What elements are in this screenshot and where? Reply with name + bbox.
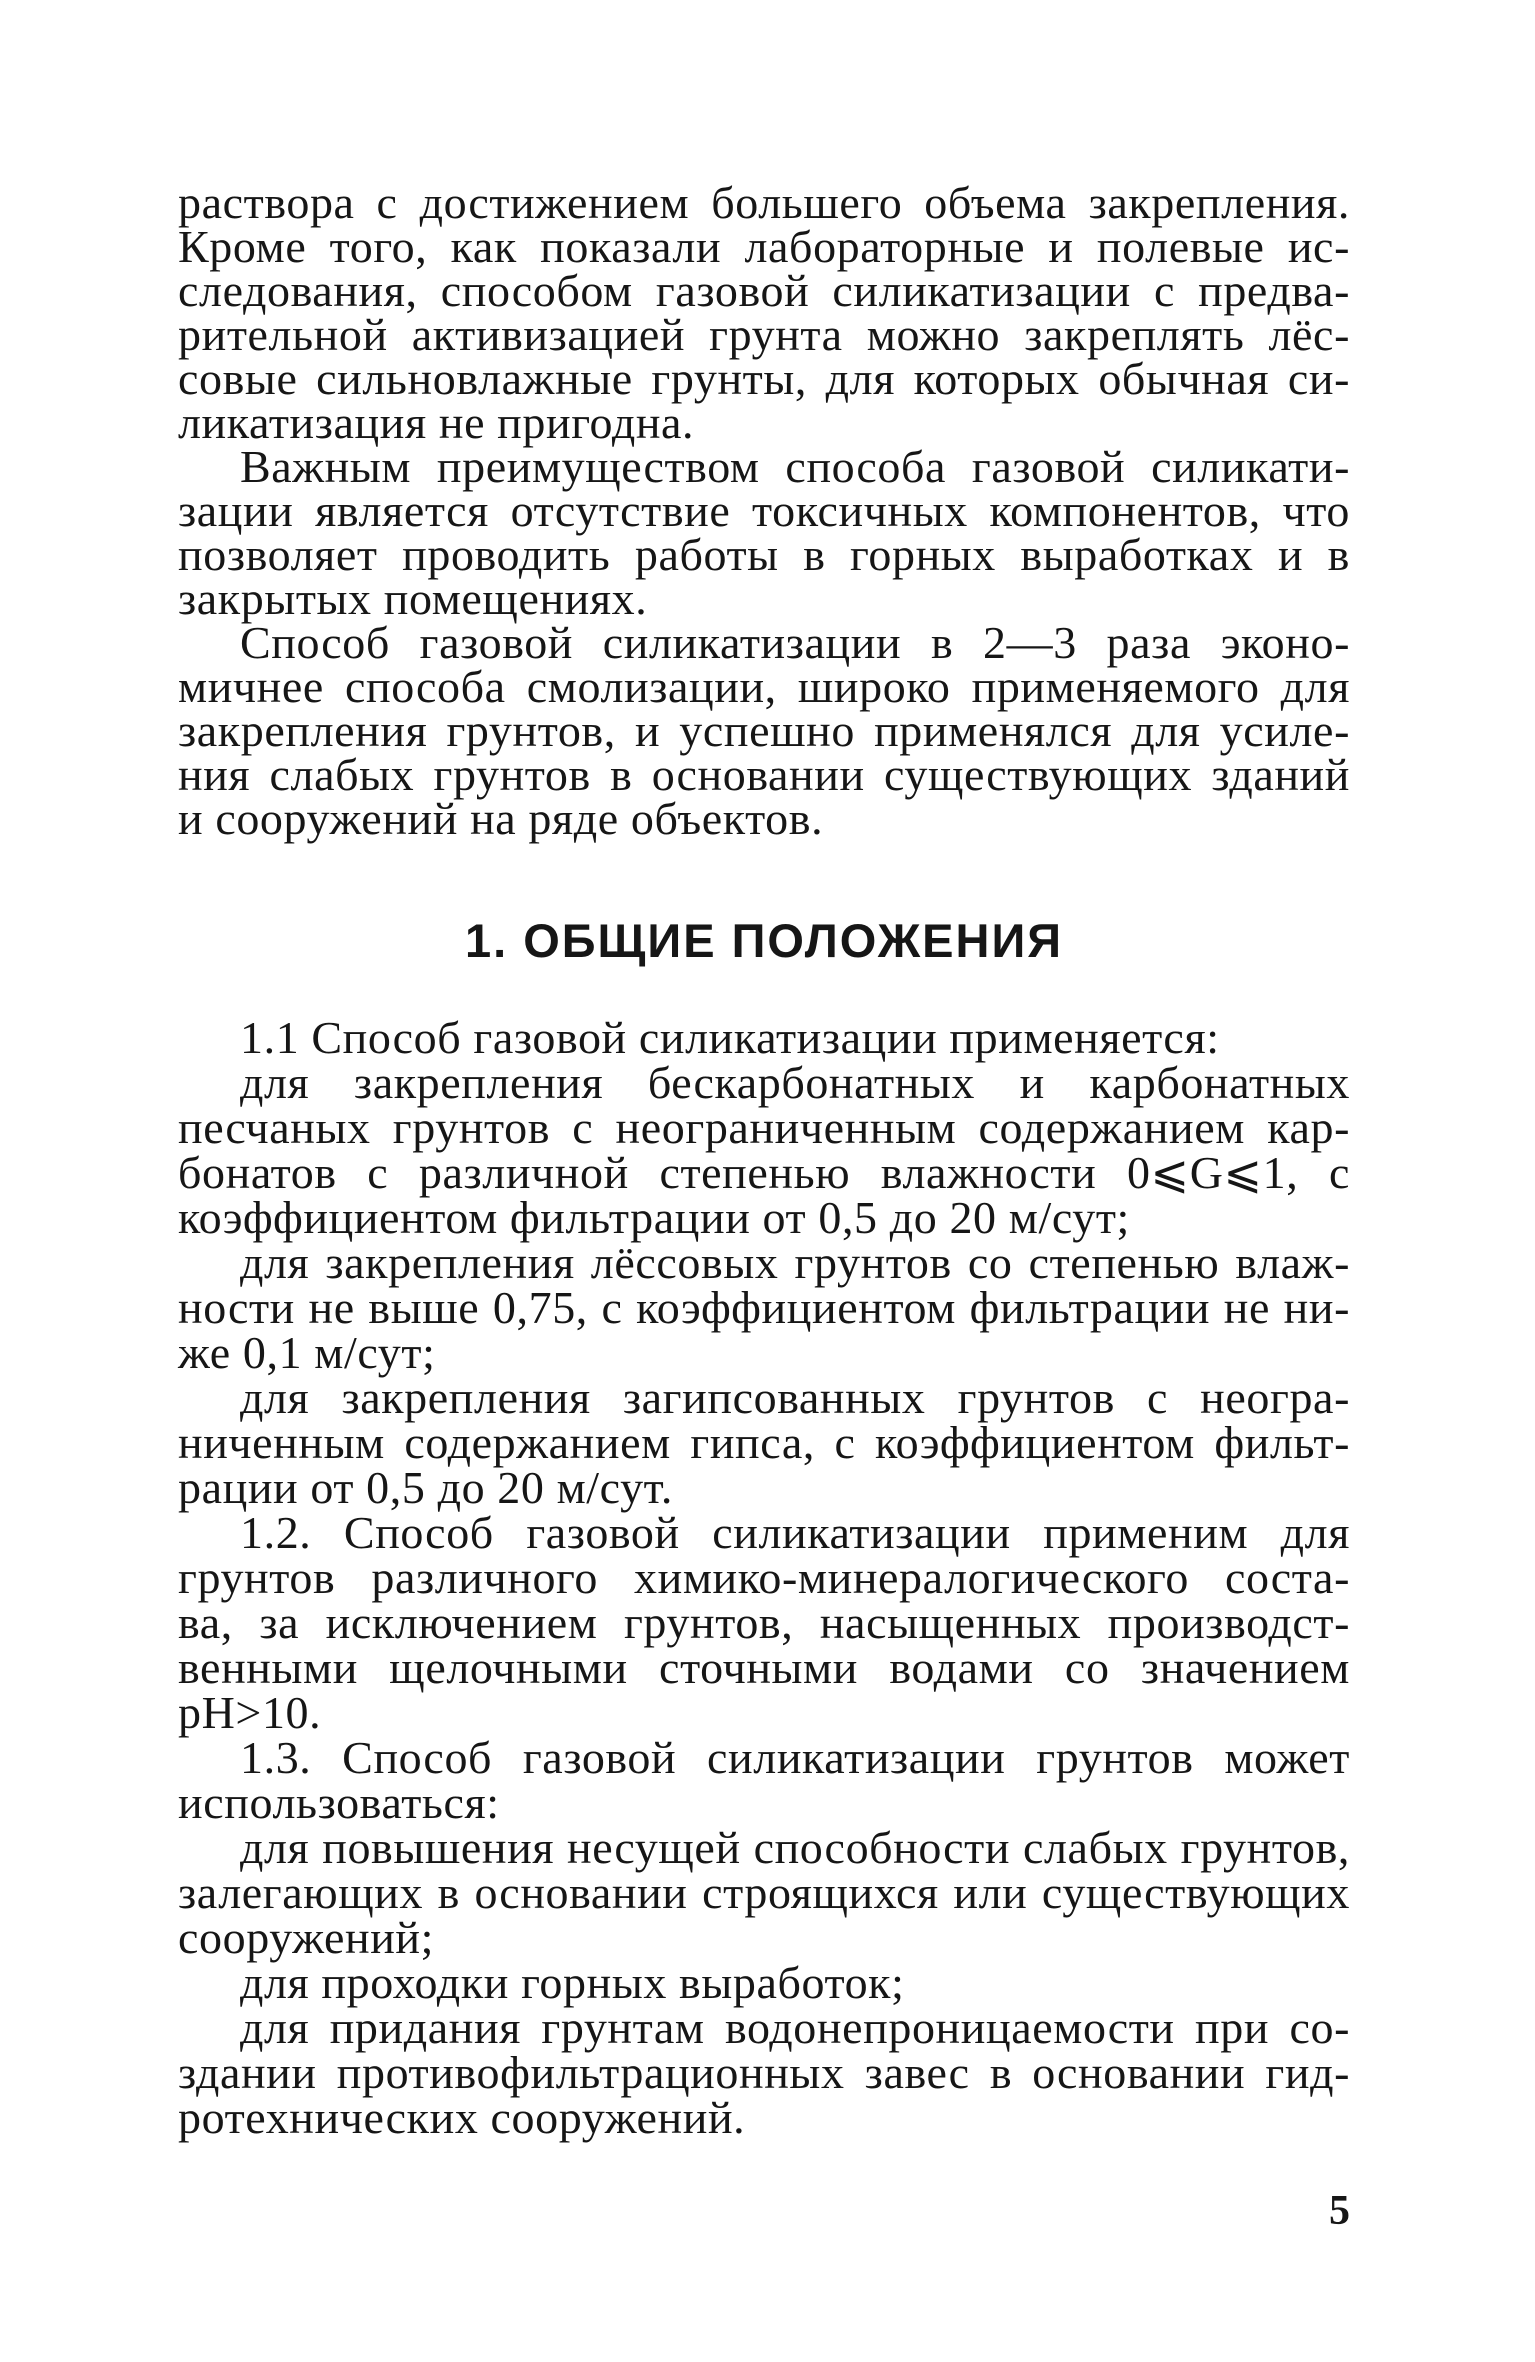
text-line: Кроме того, как показали лабораторные и полевые ис- [178, 221, 1350, 272]
text-line: Способ газовой силикатизации в 2—3 раза эконо- [240, 617, 1350, 668]
text-line: рительной активизацией грунта можно закреплять лёс- [178, 309, 1350, 360]
text-line: здании противофильтрационных завес в основании гид- [178, 2047, 1350, 2098]
text-line: ликатизация не пригодна. [178, 397, 695, 448]
text-line: ниченным содержанием гипса, с коэффициентом фильт- [178, 1417, 1350, 1468]
text-line: для проходки горных выработок; [240, 1957, 905, 2008]
text-line: 1.2. Способ газовой силикатизации применим для [240, 1507, 1350, 1558]
text-line: песчаных грунтов с неограниченным содержанием кар- [178, 1102, 1350, 1153]
text-line: грунтов различного химико-минералогического соста- [178, 1552, 1350, 1603]
text-line: для придания грунтам водонепроницаемости при со- [240, 2002, 1350, 2053]
text-line: для повышения несущей способности слабых грунтов, [240, 1822, 1350, 1873]
text-line: же 0,1 м/сут; [178, 1327, 436, 1378]
text-line: бонатов с различной степенью влажности 0⩽G⩽1, с [178, 1147, 1350, 1198]
text-line: закрытых помещениях. [178, 573, 648, 624]
text-line: ния слабых грунтов в основании существующих зданий [178, 749, 1350, 800]
section-heading: 1. ОБЩИЕ ПОЛОЖЕНИЯ [464, 914, 1064, 967]
page-number: 5 [1329, 2188, 1350, 2234]
text-line: для закрепления бескарбонатных и карбонатных [240, 1057, 1350, 1108]
text-line: зации является отсутствие токсичных компонентов, что [178, 485, 1350, 536]
text-line: и сооружений на ряде объектов. [178, 793, 824, 844]
text-line: закрепления грунтов, и успешно применялся для усиле- [178, 705, 1350, 756]
text-line: ности не выше 0,75, с коэффициентом фильтрации не ни- [178, 1282, 1350, 1333]
text-line: ротехнических сооружений. [178, 2092, 746, 2143]
text-line: ва, за исключением грунтов, насыщенных производст- [178, 1597, 1350, 1648]
text-line: коэффициентом фильтрации от 0,5 до 20 м/сут; [178, 1192, 1130, 1243]
text-line: pH>10. [178, 1687, 322, 1738]
text-line: сооружений; [178, 1912, 435, 1963]
text-line: венными щелочными сточными водами со значением [178, 1642, 1350, 1693]
text-line: для закрепления загипсованных грунтов с неогра- [240, 1372, 1350, 1423]
text-line: позволяет проводить работы в горных выработках и в [178, 529, 1350, 580]
text-line: использоваться: [178, 1777, 500, 1828]
text-line: Важным преимуществом способа газовой силикати- [240, 441, 1350, 492]
text-line: 1.3. Способ газовой силикатизации грунтов может [240, 1732, 1350, 1783]
text-line: 1.1 Способ газовой силикатизации применяется: [240, 1012, 1220, 1063]
text-line: для закрепления лёссовых грунтов со степенью влаж- [240, 1237, 1350, 1288]
text-line: следования, способом газовой силикатизации с предва- [178, 265, 1350, 316]
text-line: рации от 0,5 до 20 м/сут. [178, 1462, 674, 1513]
text-line: мичнее способа смолизации, широко применяемого для [178, 661, 1350, 712]
text-line: залегающих в основании строящихся или существующих [178, 1867, 1350, 1918]
text-line: совые сильновлажные грунты, для которых обычная си- [178, 353, 1350, 404]
text-line: раствора с достижением большего объема закрепления. [178, 177, 1350, 228]
